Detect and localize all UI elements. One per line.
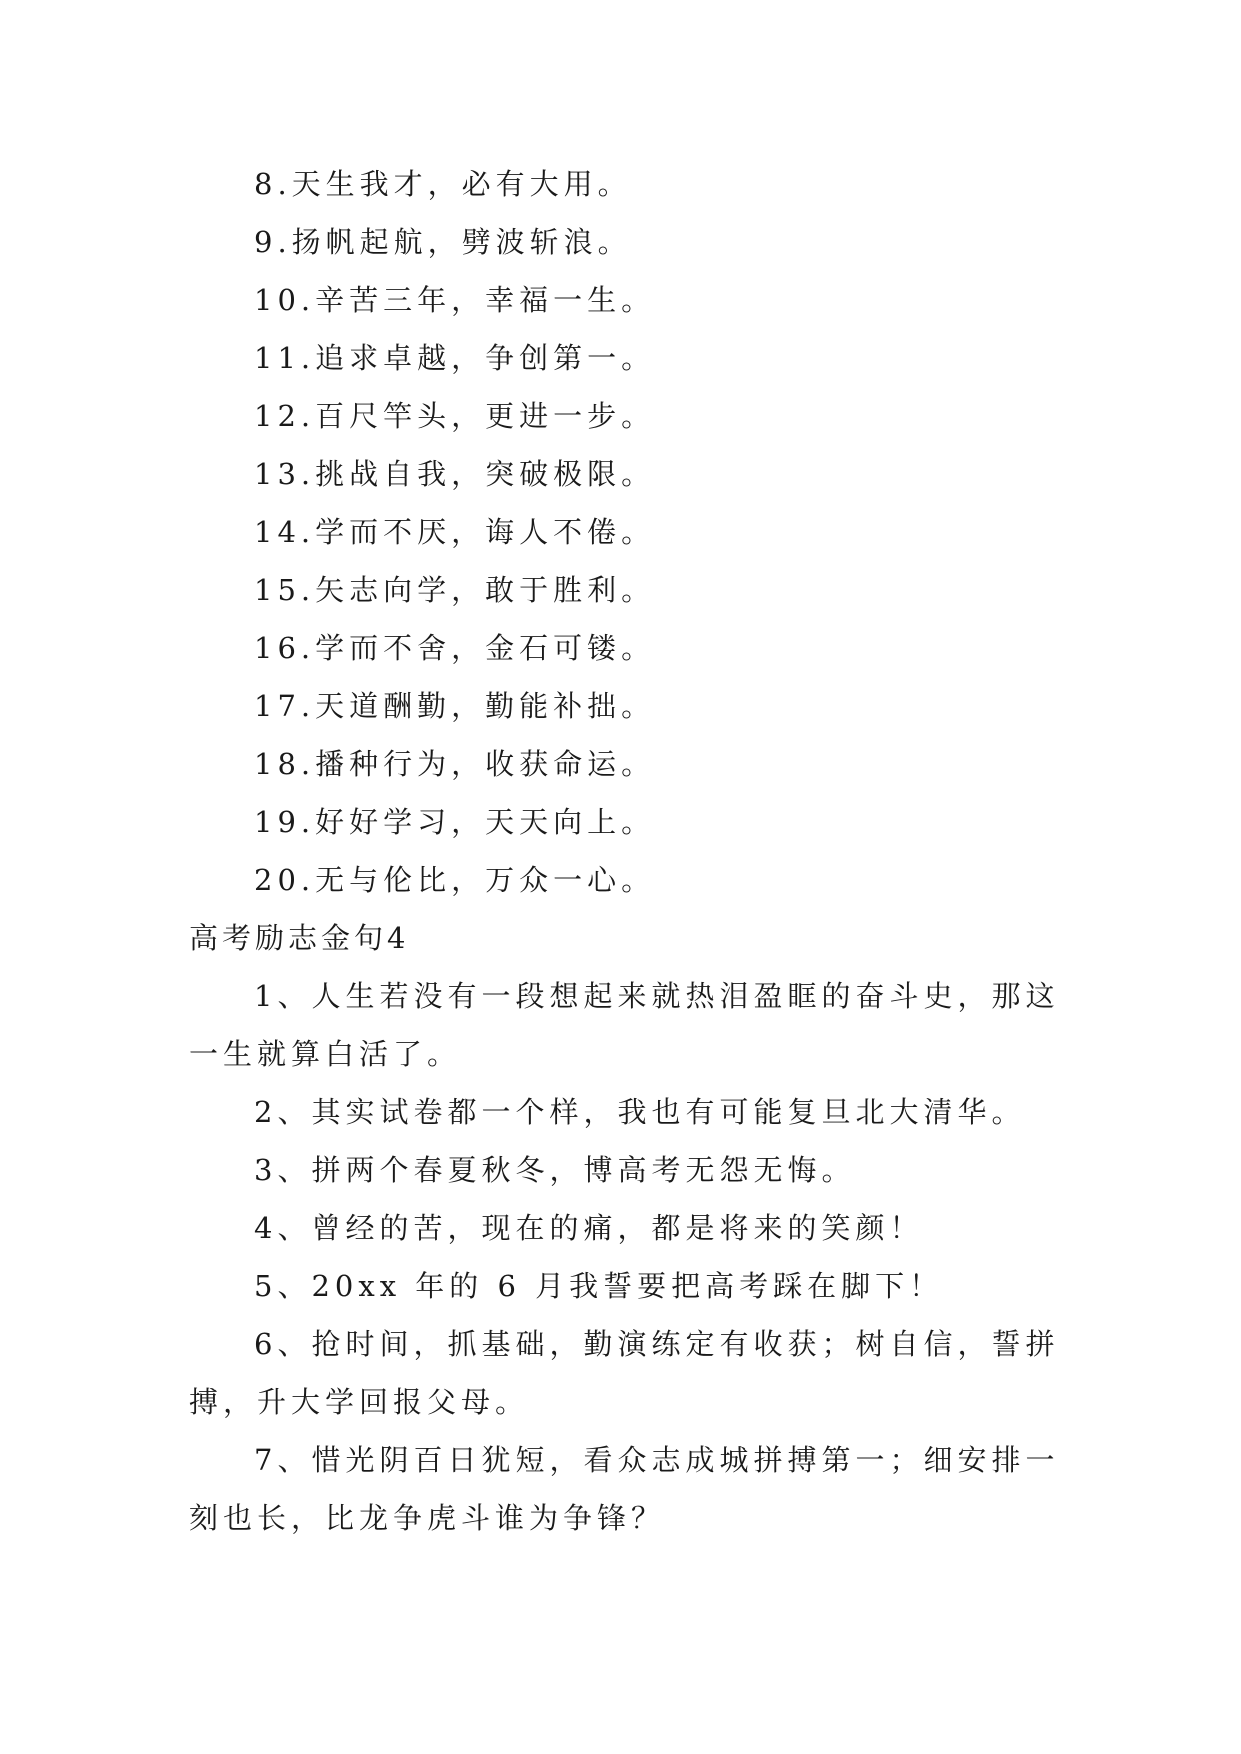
list-item: 18.播种行为，收获命运。 <box>254 747 656 781</box>
list-item: 16.学而不舍，金石可镂。 <box>254 631 656 665</box>
section-heading: 高考励志金句4 <box>189 921 410 955</box>
paragraph-line: 搏，升大学回报父母。 <box>189 1385 530 1419</box>
paragraph-line: 5、20xx 年的 6 月我誓要把高考踩在脚下！ <box>254 1269 944 1303</box>
paragraph-line: 一生就算白活了。 <box>189 1037 462 1071</box>
paragraph-line: 刻也长，比龙争虎斗谁为争锋？ <box>189 1501 666 1535</box>
paragraph-line: 1、人生若没有一段想起来就热泪盈眶的奋斗史，那这 <box>254 979 1060 1013</box>
list-item: 9.扬帆起航，劈波斩浪。 <box>254 225 632 259</box>
paragraph-line: 3、拼两个春夏秋冬，博高考无怨无悔。 <box>254 1153 856 1187</box>
paragraph-line: 4、曾经的苦，现在的痛，都是将来的笑颜！ <box>254 1211 924 1245</box>
paragraph-line: 6、抢时间，抓基础，勤演练定有收获；树自信，誓拼 <box>254 1327 1060 1361</box>
list-item: 17.天道酬勤，勤能补拙。 <box>254 689 656 723</box>
list-item: 14.学而不厌，诲人不倦。 <box>254 515 656 549</box>
list-item: 20.无与伦比，万众一心。 <box>254 863 656 897</box>
list-item: 12.百尺竿头，更进一步。 <box>254 399 656 433</box>
list-item: 13.挑战自我，突破极限。 <box>254 457 656 491</box>
list-item: 11.追求卓越，争创第一。 <box>254 341 656 375</box>
list-item: 8.天生我才，必有大用。 <box>254 167 632 201</box>
list-item: 19.好好学习，天天向上。 <box>254 805 656 839</box>
paragraph-line: 7、惜光阴百日犹短，看众志成城拼搏第一；细安排一 <box>254 1443 1060 1477</box>
paragraph-line: 2、其实试卷都一个样，我也有可能复旦北大清华。 <box>254 1095 1026 1129</box>
list-item: 15.矢志向学，敢于胜利。 <box>254 573 656 607</box>
list-item: 10.辛苦三年，幸福一生。 <box>254 283 656 317</box>
